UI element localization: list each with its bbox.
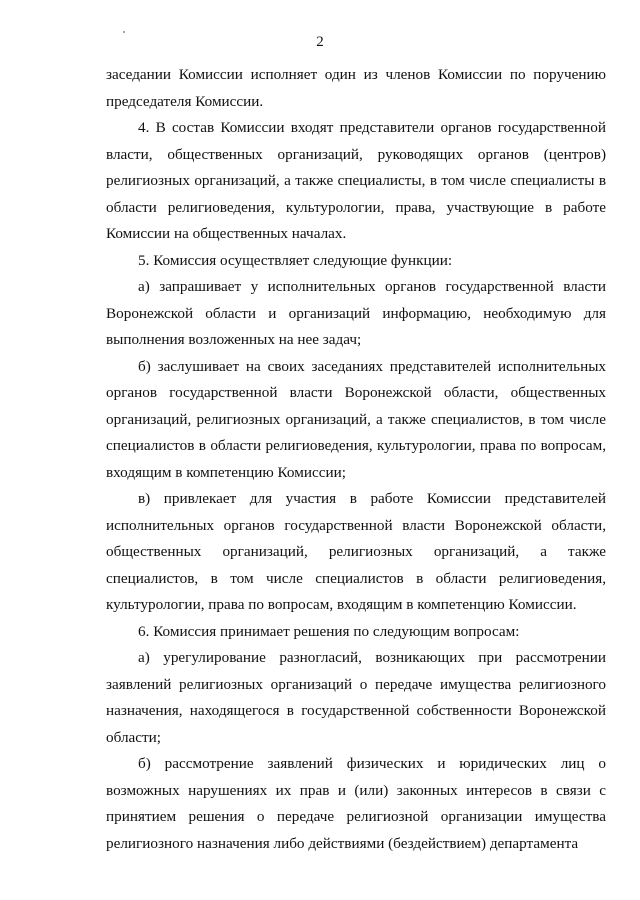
paragraph-item-5b: б) заслушивает на своих заседаниях представителей исполнительных органов государственной власти Воронежской области, общественных организаций, религиозных организаций, а также специалистов, в том числе специалистов в области религиоведения, культурологии, права по вопросам, входящим в компетенцию Комиссии; xyxy=(106,357,606,481)
paragraph-item-6b: б) рассмотрение заявлений физических и юридических лиц о возможных нарушениях их прав и (или) законных интересов в связи с принятием решения о передаче религиозной организации имущества религиозного назначения либо действиями (бездействием) департамента xyxy=(106,755,606,852)
document-body xyxy=(106,62,606,857)
paragraph-item-6: 6. Комиссия принимает решения по следующим вопросам: xyxy=(138,622,520,640)
paragraph-continuation: заседании Комиссии исполняет один из членов Комиссии по поручению председателя Комиссии. xyxy=(106,66,606,110)
paragraph-item-5a: а) запрашивает у исполнительных органов государственной власти Воронежской области и организаций информацию, необходимую для выполнения возложенных на нее задач; xyxy=(106,278,606,348)
paragraph-item-5: 5. Комиссия осуществляет следующие функции: xyxy=(138,251,453,269)
paragraph-item-5v: в) привлекает для участия в работе Комиссии представителей исполнительных органов государственной власти Воронежской области, общественных организаций, религиозных организаций, а также специалистов, в том числе специалистов в области религиоведения, культурологии, права по вопросам, входящим в компетенцию Комиссии. xyxy=(106,490,606,613)
paragraph-item-4: 4. В состав Комиссии входят представители органов государственной власти, общественных организаций, руководящих органов (центров) религиозных организаций, а также специалисты, в том числе специалисты в области религиоведения, культурологии, права, участвующие в работе Комиссии на общественных началах. xyxy=(106,119,606,242)
page-number: 2 xyxy=(316,34,324,50)
paragraph-item-6a: а) урегулирование разногласий, возникающих при рассмотрении заявлений религиозных организаций о передаче имущества религиозного назначения, находящегося в государственной собственности Воронежской области; xyxy=(106,649,606,746)
